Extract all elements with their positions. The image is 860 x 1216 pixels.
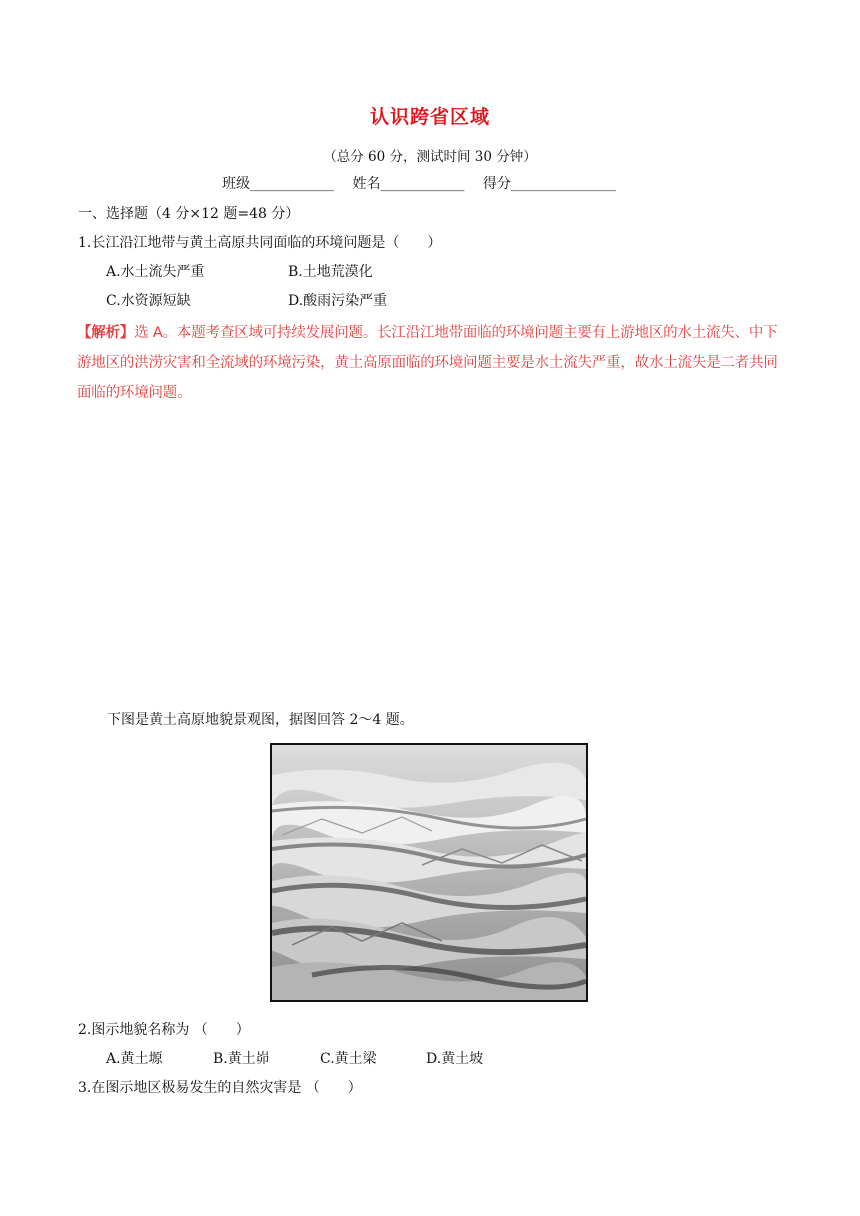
question-2-option-c: C.黄土梁 <box>320 1051 377 1067</box>
section-heading: 一、选择题（4 分×12 题=48 分） <box>78 206 300 222</box>
analysis-text: 选 A。本题考查区域可持续发展问题。长江沿江地带面临的环境问题主要有上游地区的水土流失、中下游地区的洪涝灾害和全流域的环境污染，黄土高原面临的环境问题主要是水土流失严重，故水土流失是二者共同面临的环境问题。 <box>77 325 778 401</box>
question-2-option-b: B.黄土峁 <box>213 1051 270 1067</box>
question-1-stem: 1.长江沿江地带与黄土高原共同面临的环境问题是（ ） <box>78 235 442 251</box>
test-info-subtitle: （总分 60 分，测试时间 30 分钟） <box>323 149 537 165</box>
loess-plateau-photo <box>270 743 588 1002</box>
class-field: 班级____________ <box>222 176 334 192</box>
question-1-option-a: A.水土流失严重 <box>106 264 205 280</box>
analysis-tag: 【解析】 <box>77 325 135 341</box>
question-2-option-a: A.黄土塬 <box>106 1051 163 1067</box>
name-field: 姓名____________ <box>352 176 465 192</box>
question-2-stem: 2.图示地貌名称为 （ ） <box>78 1022 250 1038</box>
question-3-stem: 3.在图示地区极易发生的自然灾害是 （ ） <box>78 1080 362 1096</box>
question-1-option-b: B.土地荒漠化 <box>288 264 373 280</box>
question-1-option-d: D.酸雨污染严重 <box>288 293 388 309</box>
question-2-option-d: D.黄土坡 <box>426 1051 484 1067</box>
figure-intro: 下图是黄土高原地貌景观图，据图回答 2～4 题。 <box>107 712 414 728</box>
score-field: 得分_______________ <box>482 176 616 192</box>
question-1-option-c: C.水资源短缺 <box>106 293 191 309</box>
page-title: 认识跨省区域 <box>369 106 490 128</box>
student-info-line <box>222 173 616 193</box>
loess-landscape-image <box>272 745 586 1000</box>
question-1-analysis <box>77 318 783 408</box>
